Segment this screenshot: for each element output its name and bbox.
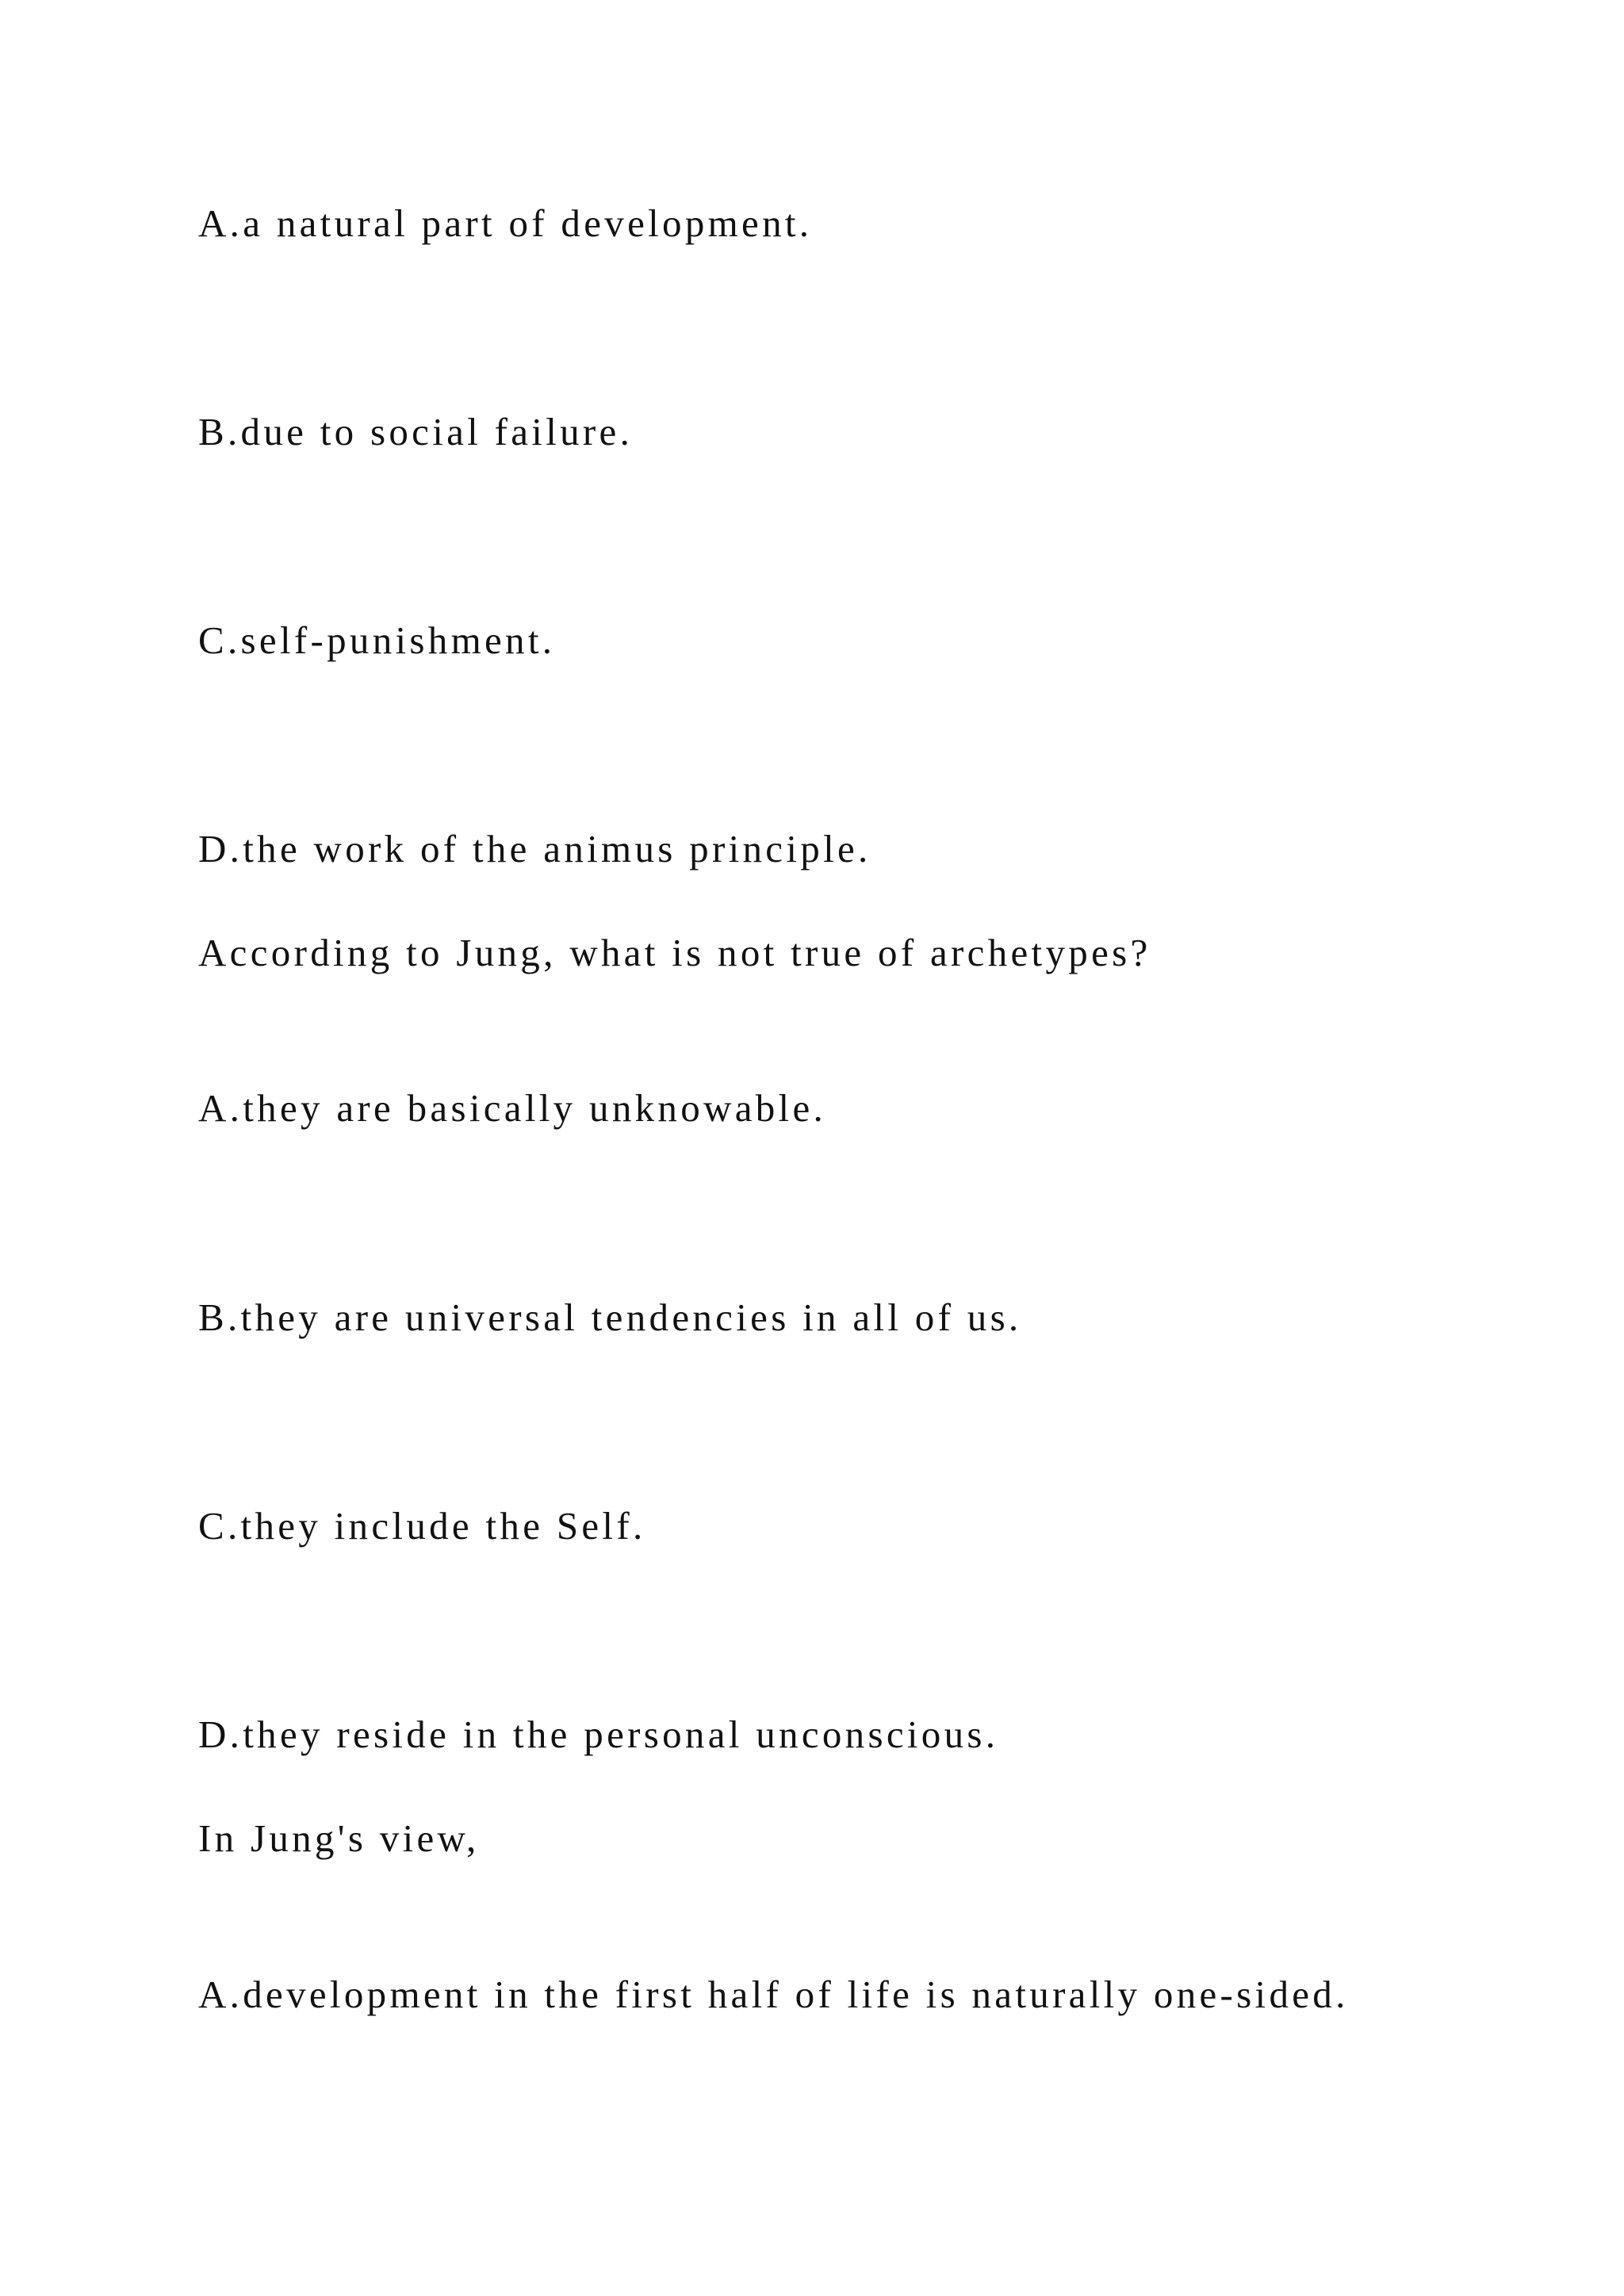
answer-option: B.due to social failure. <box>198 410 634 453</box>
answer-option: C.they include the Self. <box>198 1504 646 1548</box>
answer-option: A.they are basically unknowable. <box>198 1086 827 1130</box>
answer-option: B.they are universal tendencies in all of us. <box>198 1295 1022 1339</box>
question-text: In Jung's view, <box>198 1816 480 1860</box>
answer-option: A.a natural part of development. <box>198 201 813 245</box>
answer-option: C.self-punishment. <box>198 618 556 662</box>
answer-option: A.development in the first half of life is naturally one-sided. <box>198 1973 1349 2016</box>
answer-option: D.they reside in the personal unconscious. <box>198 1712 999 1756</box>
question-text: According to Jung, what is not true of archetypes? <box>198 931 1151 974</box>
answer-option: D.the work of the animus principle. <box>198 827 871 871</box>
